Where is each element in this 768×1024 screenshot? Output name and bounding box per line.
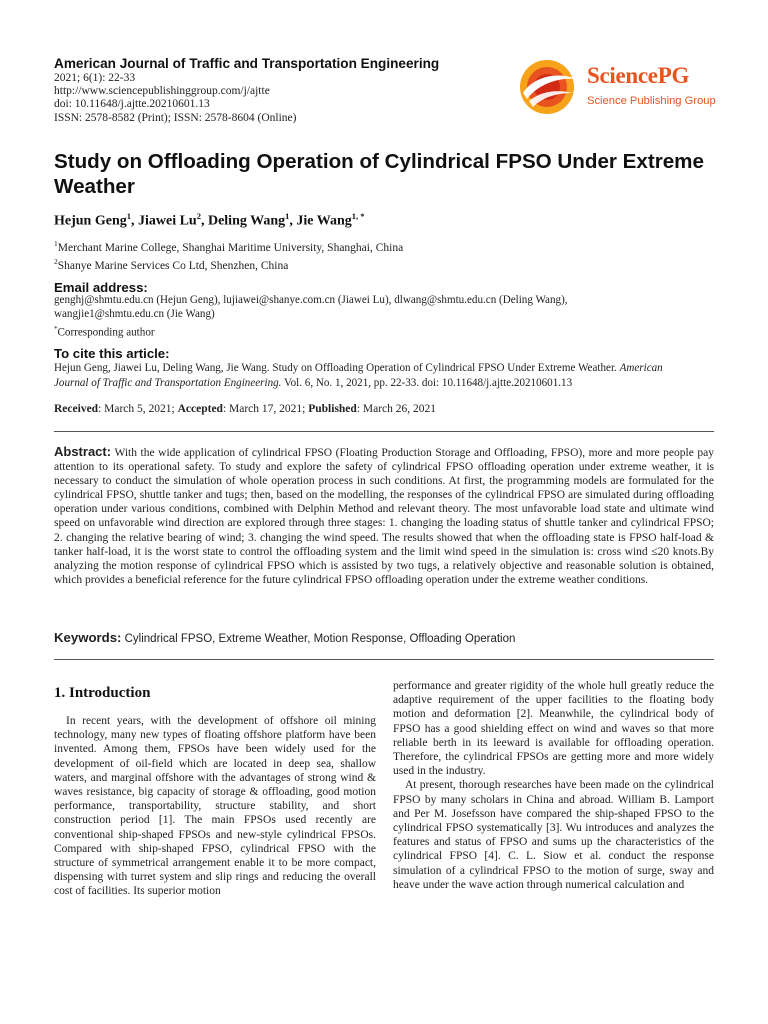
author-sup: 2 xyxy=(196,211,201,221)
affiliation xyxy=(54,257,288,272)
accepted-label: Accepted xyxy=(177,403,223,415)
body-paragraph: At present, thorough researches have been made on the cylindrical FPSO by many scholars in China and abroad. William B. Lamport and Per M. Josefsson have compared the ship-shaped FPSO to the cylindrical FPSO systematically [3]. Wu introduces and analyzes the features and status of FPSO and sums up the characteristics of the cylindrical FPSO [4]. C. L. Siow et al. conduct the response simulation of a cylindrical FPSO to the motion of surge, sway and heave under the wave action through numerical calculation and xyxy=(393,779,714,891)
divider xyxy=(54,659,714,660)
abstract-text: With the wide application of cylindrical FPSO (Floating Production Storage and Offloading, FPSO), more and more people pay attention to its operational safety. To study and explore the safety of cylindrical FPSO offloading operation under extreme weather, it is necessary to conduct the simulation of whole operation process in such conditions. At first, the programming models are formulated for the cylindrical FPSO, shuttle tanker and tugs; then, based on the modelling, the responses of the cylindrical FPSO are simulated during offloading operation under various conditions, combined with Delphin Method and relevant theory. The most unfavorable load state and ultimate wind speed on unfavorable wind direction are explored through three stages: 1. changing the loading status of shuttle tanker and cylindrical FPSO; 2. changing the relative bearing of wind; 3. changing the wind speed. The results showed that when the offloading state is FPSO half-load & tanker half-load, it is the worst state to control the offloading system and the limit wind speed in the simulation is: cross wind ≤20 knots.By analyzing the motion response of cylindrical FPSO which is assisted by two tugs, a relatively objective and reasonable solution is obtained, which provides a beneficial reference for the future cylindrical FPSO offloading operation under the extreme weather conditions. xyxy=(54,447,714,586)
logo-swirl-icon xyxy=(517,57,583,117)
author-name: Deling Wang xyxy=(207,213,286,229)
paper-title: Study on Offloading Operation of Cylindrical FPSO Under Extreme Weather xyxy=(54,150,704,198)
journal-url[interactable]: http://www.sciencepublishinggroup.com/j/ajtte xyxy=(54,85,270,98)
email-line[interactable]: wangjie1@shmtu.edu.cn (Jie Wang) xyxy=(54,308,215,320)
received-date: : March 5, 2021; xyxy=(98,403,178,415)
affiliation xyxy=(54,239,403,254)
published-date: : March 26, 2021 xyxy=(356,403,437,415)
body-column-left xyxy=(54,685,376,899)
sciencepg-logo xyxy=(517,57,717,117)
logo-subtitle: Science Publishing Group xyxy=(587,95,716,107)
citation-line xyxy=(54,361,663,375)
corresponding-text: Corresponding author xyxy=(57,326,155,339)
citation-journal: American xyxy=(619,362,663,374)
affiliation-sup: 2 xyxy=(54,257,58,266)
journal-name: American Journal of Traffic and Transportation Engineering xyxy=(54,56,440,71)
author-sup: 1 xyxy=(285,211,290,221)
email-label: Email address: xyxy=(54,280,148,295)
abstract xyxy=(54,445,714,587)
journal-issue: 2021; 6(1): 22-33 xyxy=(54,72,136,84)
accepted-date: : March 17, 2021; xyxy=(222,403,309,415)
author-sup: 1, * xyxy=(351,211,365,221)
author-name: Jiawei Lu xyxy=(137,213,197,229)
logo-title: SciencePG xyxy=(587,63,690,88)
cite-label: To cite this article: xyxy=(54,346,170,361)
citation-text: Hejun Geng, Jiawei Lu, Deling Wang, Jie Wang. Study on Offloading Operation of Cylindrical FPSO Under Extreme Weather. xyxy=(54,362,617,374)
email-line[interactable]: genghj@shmtu.edu.cn (Hejun Geng), lujiawei@shanye.com.cn (Jiawei Lu), dlwang@shmtu.edu.cn (Deling Wang), xyxy=(54,294,568,306)
received-label: Received xyxy=(54,403,99,415)
journal-doi[interactable]: doi: 10.11648/j.ajtte.20210601.13 xyxy=(54,98,210,111)
section-heading: 1. Introduction xyxy=(54,685,151,701)
body-paragraph: performance and greater rigidity of the whole hull greatly reduce the adaptive requirement of the upper facilities to the floating body motion and deformation [2]. Meanwhile, the cylindrical body of FPSO has a good shielding effect on wind and waves so that more reliable berth in its leeward is available for offloading operation. Therefore, the cylindrical FPSOs are getting more and more widely used in the industry. xyxy=(393,680,714,778)
publication-dates xyxy=(54,403,436,415)
author-sup: 1 xyxy=(126,211,131,221)
keywords xyxy=(54,630,714,645)
citation-journal: Journal of Traffic and Transportation Engineering. xyxy=(54,377,282,389)
author-name: Jie Wang xyxy=(296,213,352,229)
abstract-label: Abstract: xyxy=(54,444,112,459)
affiliation-sup: 1 xyxy=(54,239,58,248)
published-label: Published xyxy=(308,403,357,415)
affiliation-text: Merchant Marine College, Shanghai Maritime University, Shanghai, China xyxy=(57,241,404,254)
citation-line xyxy=(54,376,572,390)
citation-text[interactable]: Vol. 6, No. 1, 2021, pp. 22-33. doi: 10.11648/j.ajtte.20210601.13 xyxy=(284,377,573,389)
journal-issn: ISSN: 2578-8582 (Print); ISSN: 2578-8604 (Online) xyxy=(54,111,297,124)
body-column-right xyxy=(393,679,714,892)
affiliation-text: Shanye Marine Services Co Ltd, Shenzhen, China xyxy=(57,259,289,272)
keywords-text: Cylindrical FPSO, Extreme Weather, Motion Response, Offloading Operation xyxy=(124,633,516,645)
divider xyxy=(54,431,714,432)
keywords-label: Keywords: xyxy=(54,630,122,645)
author-name: Hejun Geng xyxy=(54,213,127,229)
journal-header xyxy=(54,55,524,125)
body-paragraph: In recent years, with the development of offshore oil mining technology, many new types of floating offshore platform have been invented. Among them, FPSOs have been widely used for the development of oil-field which are located in deep sea, shallow waters, and marginal offshore with the advantages of strong wind & waves resistance, big capacity of storage & offloading, good motion performance, transportability, structure stability, and short construction period [1]. The main FPSOs used recently are conventional ship-shaped FPSOs and new-style cylindrical FPSOs. Compared with ship-shaped FPSO, cylindrical FPSO with the structure of symmetrical arrangement enable it to be more compact, dispensing with turret system and slip rings and reducing the overall cost of facilities. Its superior motion xyxy=(54,715,376,898)
corresponding-note: *Corresponding author xyxy=(54,325,155,339)
author-list: Hejun Geng$^1$, Jiawei Lu$^2$, Deling Wang$^1$, Jie Wang$^{1, *}$ xyxy=(54,211,365,229)
